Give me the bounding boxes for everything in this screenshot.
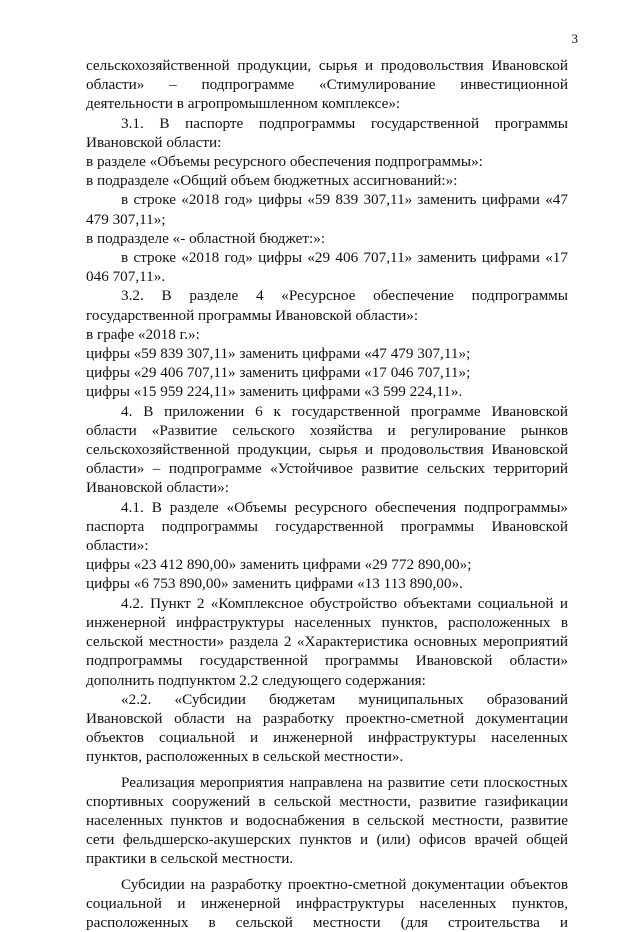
paragraph-row-2018-regional: в строке «2018 год» цифры «29 406 707,11» заменить цифрами «17 046 707,11». bbox=[86, 249, 568, 286]
paragraph-row-2018-total: в строке «2018 год» цифры «59 839 307,11» заменить цифрами «47 479 307,11»; bbox=[86, 191, 568, 228]
paragraph-2-2-quote: «2.2. «Субсидии бюджетам муниципальных образований Ивановской области на разработку проектно-сметной документации объектов социальной и инженерной инфраструктуры населенных пунктов, расположенных в сельской местности». bbox=[86, 690, 568, 766]
paragraph-figures-1: цифры «59 839 307,11» заменить цифрами «47 479 307,11»; bbox=[86, 345, 471, 363]
paragraph-4-1: 4.1. В разделе «Объемы ресурсного обеспечения подпрограммы» паспорта подпрограммы государственной программы Ивановской области»: bbox=[86, 498, 568, 555]
paragraph-4-2: 4.2. Пункт 2 «Комплексное обустройство объектами социальной и инженерной инфраструктуры населенных пунктов, расположенных в сельской местности» раздела 2 «Характеристика основных мероприятий подпрограммы государственной программы Ивановской области» дополнить подпунктом 2.2 следующего содержания: bbox=[86, 594, 568, 689]
paragraph-regional-subsection: в подразделе «- областной бюджет:»: bbox=[86, 229, 326, 247]
paragraph-figures-5: цифры «6 753 890,00» заменить цифрами «13 113 890,00». bbox=[86, 575, 463, 593]
document-body bbox=[86, 56, 568, 932]
paragraph-implementation: Реализация мероприятия направлена на развитие сети плоскостных спортивных сооружений в сельской местности, развитие газификации населенных пунктов и водоснабжения в сельской местности, развитие сети фельдшерско-акушерских пунктов и (или) офисов врачей общей практики в сельской местности. bbox=[86, 773, 568, 868]
paragraph-4: 4. В приложении 6 к государственной программе Ивановской области «Развитие сельского хозяйства и регулирование рынков сельскохозяйственной продукции, сырья и продовольствия Ивановской области» – подпрограмме «Устойчивое развитие сельских территорий Ивановской области»: bbox=[86, 402, 568, 497]
paragraph-total-subsection: в подразделе «Общий объем бюджетных ассигнований:»: bbox=[86, 172, 458, 190]
paragraph-0: сельскохозяйственной продукции, сырья и продовольствия Ивановской области» – подпрограмме «Стимулирование инвестиционной деятельности в агропромышленном комплексе»: bbox=[86, 57, 568, 113]
paragraph-figures-2: цифры «29 406 707,11» заменить цифрами «17 046 707,11»; bbox=[86, 364, 471, 382]
paragraph-column-2018: в графе «2018 г.»: bbox=[86, 325, 200, 343]
paragraph-resources-section: в разделе «Объемы ресурсного обеспечения подпрограммы»: bbox=[86, 153, 483, 171]
paragraph-3-2: 3.2. В разделе 4 «Ресурсное обеспечение подпрограммы государственной программы Ивановской области»: bbox=[86, 287, 568, 324]
paragraph-figures-3: цифры «15 959 224,11» заменить цифрами «3 599 224,11». bbox=[86, 383, 463, 401]
paragraph-3-1: 3.1. В паспорте подпрограммы государственной программы Ивановской области: bbox=[86, 114, 568, 151]
paragraph-subsidies: Субсидии на разработку проектно-сметной документации объектов социальной и инженерной инфраструктуры населенных пунктов, расположенных в сельской местности (для строительства и bbox=[86, 875, 568, 931]
paragraph-figures-4: цифры «23 412 890,00» заменить цифрами «29 772 890,00»; bbox=[86, 556, 472, 574]
page-number: 3 bbox=[571, 31, 578, 46]
